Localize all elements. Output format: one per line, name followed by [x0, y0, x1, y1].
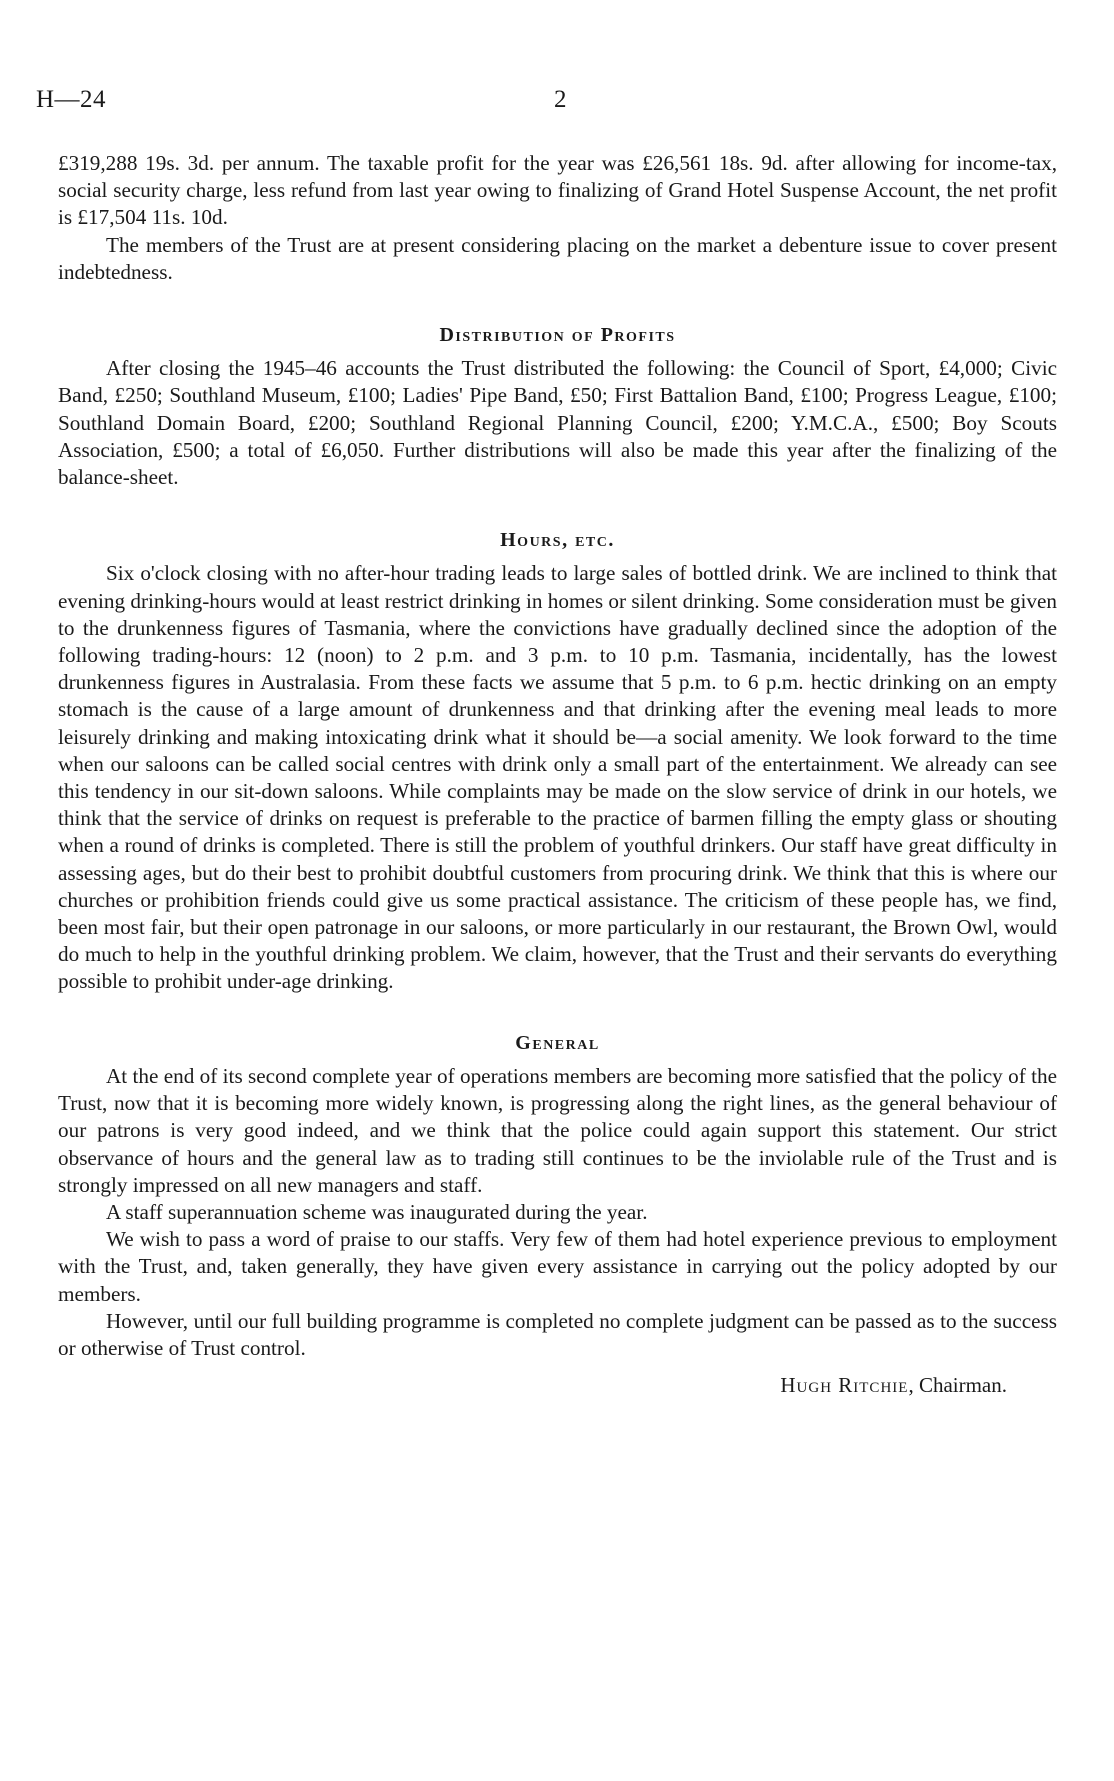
signatory-title: , Chairman. [908, 1373, 1007, 1398]
general-paragraph-1: At the end of its second complete year of operations members are becoming more satisfied that the policy of the Trust, now that it is becoming more widely known, is progressing along the right lines, as the general behaviour of our patrons is very good indeed, and we think that the police could again support this statement. Our strict observance of hours and the general law as to trading still continues to be the inviolable rule of the Trust and is strongly impressed on all new managers and staff. [58, 1063, 1057, 1197]
signature-block [58, 1372, 1057, 1399]
intro-paragraph-continued: £319,288 19s. 3d. per annum. The taxable profit for the year was £26,561 18s. 9d. after allowing for income-tax, social security charge, less refund from last year owing to finalizing of Grand Hotel Suspense Account, the net profit is £17,504 11s. 10d. [58, 151, 1057, 230]
section-heading-hours: Hours, etc. [500, 529, 615, 552]
page-header [36, 86, 1078, 126]
page-number: 2 [554, 86, 567, 113]
section-heading-general: General [515, 1031, 600, 1054]
general-paragraph-3: We wish to pass a word of praise to our staffs. Very few of them had hotel experience previous to employment with the Trust, and, taken generally, they have given every assistance in carrying out the policy adopted by our members. [58, 1227, 1057, 1306]
general-paragraph-4: However, until our full building programme is completed no complete judgment can be passed as to the success or otherwise of Trust control. [58, 1308, 1057, 1360]
hours-paragraph: Six o'clock closing with no after-hour trading leads to large sales of bottled drink. We are inclined to think that evening drinking-hours would at least restrict drinking in homes or silent drinking. Some consideration must be given to the drunkenness figures of Tasmania, where the convictions have gradually declined since the adoption of the following trading-hours: 12 (noon) to 2 p.m. and 3 p.m. to 10 p.m. Tasmania, incidentally, has the lowest drunkenness figures in Australasia. From these facts we assume that 5 p.m. to 6 p.m. hectic drinking on an empty stomach is the cause of a large amount of drunkenness and that drinking after the evening meal leads to more leisurely drinking and making intoxicating drink what it should be—a social amenity. We look forward to the time when our saloons can be called social centres with drink only a small part of the entertainment. We already can see this tendency in our sit-down saloons. While complaints may be made on the slow service of drink in our hotels, we think that the service of drinks on request is preferable to the practice of barmen filling the empty glass or shouting when a round of drinks is completed. There is still the problem of youthful drinkers. Our staff have great difficulty in assessing ages, but do their best to prohibit doubtful customers from procuring drink. We think that this is where our churches or prohibition friends could give us some practical assistance. The criticism of these people has, we find, been most fair, but their open patronage in our saloons, or more particularly in our restaurant, the Brown Owl, would do much to help in the youthful drinking problem. We claim, however, that the Trust and their servants do everything possible to prohibit under-age drinking. [58, 561, 1057, 994]
document-code: H—24 [36, 86, 107, 113]
signatory-name: Hugh Ritchie [780, 1373, 909, 1398]
general-paragraph-2: A staff superannuation scheme was inaugurated during the year. [106, 1199, 648, 1224]
distribution-paragraph: After closing the 1945–46 accounts the Trust distributed the following: the Council of Sport, £4,000; Civic Band, £250; Southland Museum, £100; Ladies' Pipe Band, £50; First Battalion Band, £100; Progress League, £100; Southland Domain Board, £200; Southland Regional Planning Council, £200; Y.M.C.A., £500; Boy Scouts Association, £500; a total of £6,050. Further distributions will also be made this year after the finalizing of the balance-sheet. [58, 356, 1057, 490]
section-heading-distribution: Distribution of Profits [439, 324, 676, 347]
intro-paragraph-debenture: The members of the Trust are at present considering placing on the market a debenture issue to cover present indebtedness. [58, 232, 1057, 284]
page-body [58, 150, 1057, 1399]
